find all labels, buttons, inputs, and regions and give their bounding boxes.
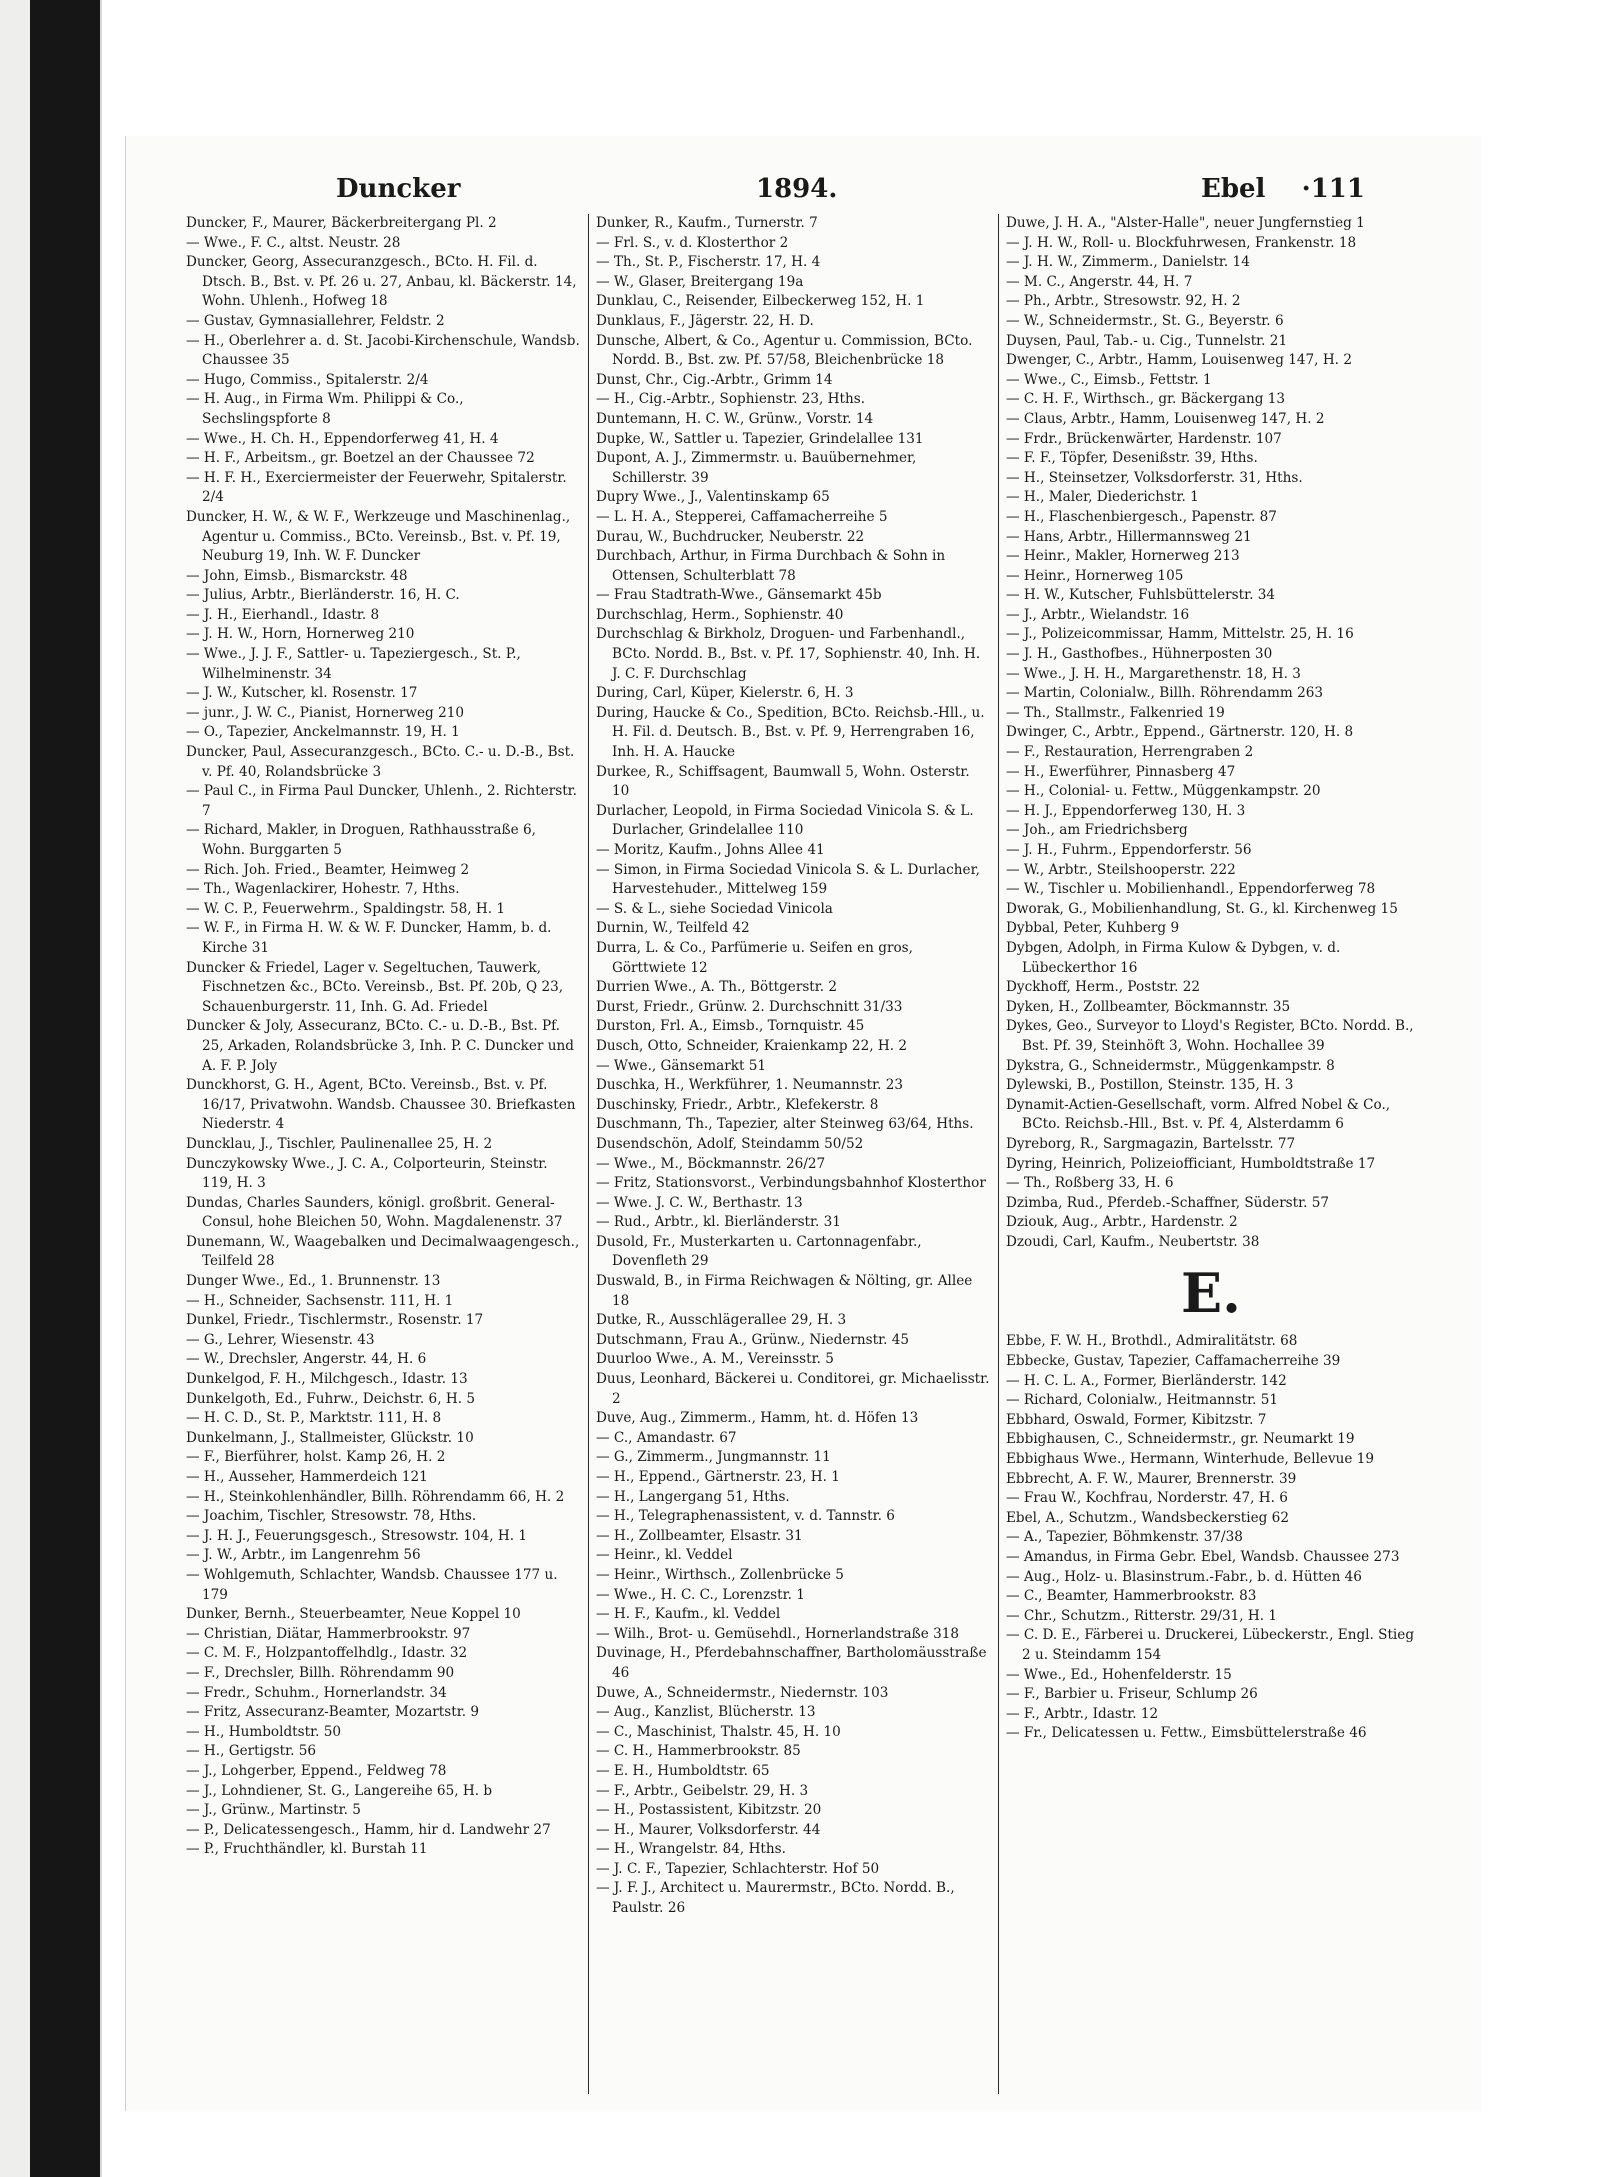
directory-entry: Durchschlag, Herm., Sophienstr. 40 xyxy=(596,606,844,623)
directory-entry: — Heinr., Wirthsch., Zollenbrücke 5 xyxy=(596,1566,844,1583)
directory-entry: Duve, Aug., Zimmerm., Hamm, ht. d. Höfen 13 xyxy=(596,1410,919,1427)
directory-entry: — H., Ewerführer, Pinnasberg 47 xyxy=(1006,763,1236,780)
directory-entry: — H., Eppend., Gärtnerstr. 23, H. 1 xyxy=(596,1469,840,1485)
directory-entry: — M. C., Angerstr. 44, H. 7 xyxy=(1006,273,1193,290)
directory-entry: Dybgen, Adolph, in Firma Kulow & Dybgen, v. d. Lübeckerthor 16 xyxy=(1006,939,1341,976)
directory-entry: — Gustav, Gymnasiallehrer, Feldstr. 2 xyxy=(186,312,445,329)
directory-entry: — P., Fruchthändler, kl. Burstah 11 xyxy=(186,1841,428,1858)
directory-entry: — Wwe., F. C., altst. Neustr. 28 xyxy=(186,234,401,251)
directory-entry: Durnin, W., Teilfeld 42 xyxy=(596,920,750,937)
directory-entry: Dybbal, Peter, Kuhberg 9 xyxy=(1006,920,1180,937)
directory-entry: — H. Aug., in Firma Wm. Philippi & Co., Sechslingspforte 8 xyxy=(186,391,464,427)
directory-entry: Durkee, R., Schiffsagent, Baumwall 5, Wohn. Osterstr. 10 xyxy=(596,763,970,800)
directory-entry: — Wwe., J. J. F., Sattler- u. Tapeziergesch., St. P., Wilhelminenstr. 34 xyxy=(186,646,521,682)
directory-entry: — W. C. P., Feuerwehrm., Spaldingstr. 58, H. 1 xyxy=(186,900,506,917)
directory-entry: — J., Grünw., Martinstr. 5 xyxy=(186,1802,361,1819)
directory-entry: — Simon, in Firma Sociedad Vinicola S. & L. Durlacher, Harvestehuder., Mittelweg 159 xyxy=(596,861,980,898)
directory-entry: Dunklaus, F., Jägerstr. 22, H. D. xyxy=(596,312,814,329)
directory-entry: — J. F. J., Architect u. Maurermstr., BCto. Nordd. B., Paulstr. 26 xyxy=(596,1880,955,1917)
directory-entry: — F., Bierführer, holst. Kamp 26, H. 2 xyxy=(186,1449,446,1466)
directory-entry: — J. W., Kutscher, kl. Rosenstr. 17 xyxy=(186,685,418,702)
directory-entry: — Hugo, Commiss., Spitalerstr. 2/4 xyxy=(186,371,429,388)
directory-entry: Dyken, H., Zollbeamter, Böckmannstr. 35 xyxy=(1006,998,1291,1015)
directory-entry: — Frau W., Kochfrau, Norderstr. 47, H. 6 xyxy=(1006,1490,1288,1507)
directory-entry: — J. W., Arbtr., im Langenrehm 56 xyxy=(186,1547,421,1564)
directory-entry: Durlacher, Leopold, in Firma Sociedad Vinicola S. & L. Durlacher, Grindelallee 110 xyxy=(596,802,974,839)
directory-entry: — Paul C., in Firma Paul Duncker, Uhlenh., 2. Richterstr. 7 xyxy=(186,783,577,819)
directory-entry: Dunkelmann, J., Stallmeister, Glückstr. 10 xyxy=(186,1429,474,1446)
directory-entry: Dunker, Bernh., Steuerbeamter, Neue Koppel 10 xyxy=(186,1606,521,1623)
directory-entry: — H., Colonial- u. Fettw., Müggenkampstr. 20 xyxy=(1006,783,1321,800)
directory-entry: — W. F., in Firma H. W. & W. F. Duncker, Hamm, b. d. Kirche 31 xyxy=(186,920,552,956)
page-number: 111 xyxy=(1310,174,1365,204)
directory-entry: — Richard, Colonialw., Heitmannstr. 51 xyxy=(1006,1392,1279,1409)
directory-entry: Dykstra, G., Schneidermstr., Müggenkampstr. 8 xyxy=(1006,1057,1335,1074)
directory-entry: Dunczykowsky Wwe., J. C. A., Colporteurin, Steinstr. 119, H. 3 xyxy=(186,1155,548,1192)
directory-entry: — H. C. D., St. P., Marktstr. 111, H. 8 xyxy=(186,1410,442,1427)
directory-entry: Duswald, B., in Firma Reichwagen & Nölting, gr. Allee 18 xyxy=(596,1273,973,1309)
directory-entry: — Wwe., H. Ch. H., Eppendorferweg 41, H. 4 xyxy=(186,430,499,447)
directory-entry: — E. H., Humboldtstr. 65 xyxy=(596,1762,770,1779)
header-left-keyword: Duncker xyxy=(336,174,461,204)
directory-entry: — Wwe., M., Böckmannstr. 26/27 xyxy=(596,1155,826,1172)
directory-entry: — W., Tischler u. Mobilienhandl., Eppendorferweg 78 xyxy=(1006,881,1376,898)
directory-entry: Dyring, Heinrich, Polizeiofficiant, Humboldtstraße 17 xyxy=(1006,1155,1376,1172)
directory-entry: Dupry Wwe., J., Valentinskamp 65 xyxy=(596,489,830,506)
directory-entry: — Richard, Makler, in Droguen, Rathhausstraße 6, Wohn. Burggarten 5 xyxy=(186,822,536,858)
directory-entry: Dunsche, Albert, & Co., Agentur u. Commission, BCto. Nordd. B., Bst. zw. Pf. 57/58, Bleichenbrücke 18 xyxy=(596,332,973,369)
directory-entry: Dupke, W., Sattler u. Tapezier, Grindelallee 131 xyxy=(596,430,924,447)
directory-entry: — J. H., Gasthofbes., Hühnerposten 30 xyxy=(1006,646,1273,663)
directory-entry: — Heinr., Hornerweg 105 xyxy=(1006,567,1184,584)
directory-entry: — Christian, Diätar, Hammerbrookstr. 97 xyxy=(186,1625,471,1642)
directory-entry: — O., Tapezier, Anckelmannstr. 19, H. 1 xyxy=(186,724,460,741)
directory-entry: — C. H. F., Wirthsch., gr. Bäckergang 13 xyxy=(1006,391,1286,408)
directory-entry: — W., Schneidermstr., St. G., Beyerstr. 6 xyxy=(1006,312,1284,329)
directory-entry: Dupont, A. J., Zimmermstr. u. Bauübernehmer, Schillerstr. 39 xyxy=(596,450,917,486)
directory-entry: — Th., St. P., Fischerstr. 17, H. 4 xyxy=(596,254,821,271)
directory-entry: — H. F. H., Exerciermeister der Feuerwehr, Spitalerstr. 2/4 xyxy=(186,469,567,506)
directory-entry: Ebbecke, Gustav, Tapezier, Caffamacherreihe 39 xyxy=(1006,1353,1341,1370)
directory-entry: — Heinr., Makler, Hornerweg 213 xyxy=(1006,548,1240,565)
directory-entry: Dunker, R., Kaufm., Turnerstr. 7 xyxy=(596,215,818,231)
directory-entry: Dusold, Fr., Musterkarten u. Cartonnagenfabr., Dovenfleth 29 xyxy=(596,1233,922,1270)
directory-entry: — P., Delicatessengesch., Hamm, hir d. Landwehr 27 xyxy=(186,1821,551,1838)
directory-entry: During, Haucke & Co., Spedition, BCto. Reichsb.-Hll., u. H. Fil. d. Deutsch. B., Bst. v. Pf. 9, Herrengraben 16, Inh. H. A. Haucke xyxy=(596,704,985,761)
column-divider xyxy=(998,214,999,2094)
directory-entry: — Claus, Arbtr., Hamm, Louisenweg 147, H. 2 xyxy=(1006,410,1325,427)
directory-entry: — Moritz, Kaufm., Johns Allee 41 xyxy=(596,842,825,858)
directory-page xyxy=(125,136,1481,2111)
directory-entry: Dusch, Otto, Schneider, Kraienkamp 22, H. 2 xyxy=(596,1037,908,1054)
directory-entry: — J. H., Fuhrm., Eppendorferstr. 56 xyxy=(1006,842,1252,858)
directory-entry: — C. H., Hammerbrookstr. 85 xyxy=(596,1743,801,1760)
directory-entry: — H. C. L. A., Former, Bierländerstr. 142 xyxy=(1006,1372,1287,1389)
directory-entry: — Frau Stadtrath-Wwe., Gänsemarkt 45b xyxy=(596,587,882,604)
directory-entry: — C., Beamter, Hammerbrookstr. 83 xyxy=(1006,1588,1257,1605)
directory-entry: Dundas, Charles Saunders, königl. großbrit. General-Consul, hohe Bleichen 50, Wohn. Magdalenenstr. 37 xyxy=(186,1194,563,1231)
column-1 xyxy=(186,214,581,2094)
directory-entry: Dunger Wwe., Ed., 1. Brunnenstr. 13 xyxy=(186,1273,441,1290)
directory-entry: — L. H. A., Stepperei, Caffamacherreihe 5 xyxy=(596,508,888,525)
directory-entry: — J. H. W., Zimmerm., Danielstr. 14 xyxy=(1006,254,1250,271)
directory-entry: — Joh., am Friedrichsberg xyxy=(1006,822,1188,839)
directory-entry: Duncklau, J., Tischler, Paulinenallee 25, H. 2 xyxy=(186,1135,493,1152)
directory-entry: — F., Barbier u. Friseur, Schlump 26 xyxy=(1006,1686,1258,1703)
directory-entry: Duncker, Paul, Assecuranzgesch., BCto. C.- u. D.-B., Bst. v. Pf. 40, Rolandsbrücke 3 xyxy=(186,744,575,780)
directory-entry: Durst, Friedr., Grünw. 2. Durchschnitt 31/33 xyxy=(596,998,903,1015)
directory-entry: Dylewski, B., Postillon, Steinstr. 135, H. 3 xyxy=(1006,1077,1294,1094)
directory-entry: Duncker, H. W., & W. F., Werkzeuge und Maschinenlag., Agentur u. Commiss., BCto. Vereinsb., Bst. v. Pf. 19, Neuburg 19, Inh. W. F. Duncker xyxy=(186,508,571,565)
directory-entry: Dunkelgoth, Ed., Fuhrw., Deichstr. 6, H. 5 xyxy=(186,1390,475,1407)
directory-entry: — Fritz, Stationsvorst., Verbindungsbahnhof Klosterthor xyxy=(596,1175,986,1192)
column-3-entries-e xyxy=(1006,1332,1416,1743)
directory-entry: — Rich. Joh. Fried., Beamter, Heimweg 2 xyxy=(186,861,470,878)
directory-entry: — H., Telegraphenassistent, v. d. Tannstr. 6 xyxy=(596,1508,895,1525)
directory-entry: — F. F., Töpfer, Desenißstr. 39, Hths. xyxy=(1006,450,1258,467)
page-header xyxy=(126,174,1481,214)
directory-entry: — H. F., Kaufm., kl. Veddel xyxy=(596,1606,781,1623)
header-right-word: Ebel xyxy=(1201,174,1266,204)
left-page-edge xyxy=(0,0,102,2177)
directory-entry: — J. H. W., Roll- u. Blockfuhrwesen, Frankenstr. 18 xyxy=(1006,234,1357,251)
directory-entry: — F., Restauration, Herrengraben 2 xyxy=(1006,744,1254,761)
directory-entry: Durau, W., Buchdrucker, Neuberstr. 22 xyxy=(596,528,865,545)
directory-entry: Dworak, G., Mobilienhandlung, St. G., kl. Kirchenweg 15 xyxy=(1006,900,1398,917)
directory-entry: — Hans, Arbtr., Hillermannsweg 21 xyxy=(1006,528,1252,545)
directory-entry: Duschinsky, Friedr., Arbtr., Klefekerstr. 8 xyxy=(596,1096,879,1113)
directory-entry: — G., Lehrer, Wiesenstr. 43 xyxy=(186,1331,375,1348)
directory-entry: — Th., Roßberg 33, H. 6 xyxy=(1006,1175,1174,1192)
directory-entry: — H., Steinkohlenhändler, Billh. Röhrendamm 66, H. 2 xyxy=(186,1488,565,1505)
directory-entry: — J., Lohgerber, Eppend., Feldweg 78 xyxy=(186,1762,447,1779)
directory-entry: Dzimba, Rud., Pferdeb.-Schaffner, Süderstr. 57 xyxy=(1006,1194,1330,1211)
directory-entry: Duwe, J. H. A., "Alster-Halle", neuer Jungfernstieg 1 xyxy=(1006,215,1365,231)
directory-entry: — Heinr., kl. Veddel xyxy=(596,1547,733,1564)
directory-entry: — C. M. F., Holzpantoffelhdlg., Idastr. 32 xyxy=(186,1645,468,1662)
column-3-entries-d xyxy=(1006,214,1416,1252)
header-right-keyword: Ebel ·111 xyxy=(1201,174,1365,204)
directory-entry: — Wilh., Brot- u. Gemüsehdl., Hornerlandstraße 318 xyxy=(596,1625,960,1642)
directory-entry: Durchbach, Arthur, in Firma Durchbach & Sohn in Ottensen, Schulterblatt 78 xyxy=(596,548,946,584)
directory-entry: — H., Maurer, Volksdorferstr. 44 xyxy=(596,1821,821,1838)
directory-entry: Duurloo Wwe., A. M., Vereinsstr. 5 xyxy=(596,1351,834,1368)
directory-entry: — Rud., Arbtr., kl. Bierländerstr. 31 xyxy=(596,1214,841,1231)
directory-entry: Dzoudi, Carl, Kaufm., Neubertstr. 38 xyxy=(1006,1233,1260,1250)
directory-entry: — J., Arbtr., Wielandstr. 16 xyxy=(1006,606,1190,623)
directory-entry: Dusendschön, Adolf, Steindamm 50/52 xyxy=(596,1135,864,1152)
directory-entry: Dunkelgod, F. H., Milchgesch., Idastr. 13 xyxy=(186,1371,468,1388)
column-2 xyxy=(596,214,991,2094)
directory-entry: — J., Lohndiener, St. G., Langereihe 65, H. b xyxy=(186,1782,493,1799)
directory-entry: — Chr., Schutzm., Ritterstr. 29/31, H. 1 xyxy=(1006,1607,1278,1624)
directory-entry: Duncker & Joly, Assecuranz, BCto. C.- u. D.-B., Bst. Pf. 25, Arkaden, Rolandsbrücke 3, Inh. P. C. Duncker und A. F. P. Joly xyxy=(186,1018,574,1074)
directory-entry: Ebbighausen, C., Schneidermstr., gr. Neumarkt 19 xyxy=(1006,1431,1355,1448)
directory-entry: — Julius, Arbtr., Bierländerstr. 16, H. C. xyxy=(186,587,460,604)
directory-entry: Dwinger, C., Arbtr., Eppend., Gärtnerstr. 120, H. 8 xyxy=(1006,724,1354,741)
column-divider xyxy=(588,214,589,2094)
directory-entry: Ebel, A., Schutzm., Wandsbeckerstieg 62 xyxy=(1006,1509,1289,1526)
directory-entry: — C., Maschinist, Thalstr. 45, H. 10 xyxy=(596,1723,841,1740)
directory-entry: — H., Wrangelstr. 84, Hths. xyxy=(596,1841,786,1858)
directory-entry: Durra, L. & Co., Parfümerie u. Seifen en gros, Görttwiete 12 xyxy=(596,939,913,976)
directory-entry: Dynamit-Actien-Gesellschaft, vorm. Alfred Nobel & Co., BCto. Reichsb.-Hll., Bst. v. Pf. 4, Alsterdamm 6 xyxy=(1006,1096,1391,1133)
directory-entry: — H., Maler, Diederichstr. 1 xyxy=(1006,489,1199,506)
directory-entry: — Wwe., J. H. H., Margarethenstr. 18, H. 3 xyxy=(1006,665,1301,682)
directory-entry: Durrien Wwe., A. Th., Böttgerstr. 2 xyxy=(596,979,838,996)
directory-entry: — John, Eimsb., Bismarckstr. 48 xyxy=(186,567,408,584)
directory-entry: — H., Flaschenbiergesch., Papenstr. 87 xyxy=(1006,508,1277,525)
directory-entry: — J. C. F., Tapezier, Schlachterstr. Hof 50 xyxy=(596,1860,880,1877)
directory-entry: Duschmann, Th., Tapezier, alter Steinweg 63/64, Hths. xyxy=(596,1116,974,1133)
directory-entry: Duus, Leonhard, Bäckerei u. Conditorei, gr. Michaelisstr. 2 xyxy=(596,1371,990,1407)
directory-entry: Durchschlag & Birkholz, Droguen- und Farbenhandl., BCto. Nordd. B., Bst. v. Pf. 17, Sophienstr. 40, Inh. H. J. C. F. Durchschlag xyxy=(596,626,981,682)
directory-entry: — C., Amandastr. 67 xyxy=(596,1429,737,1446)
directory-entry: — F., Drechsler, Billh. Röhrendamm 90 xyxy=(186,1664,455,1681)
directory-entry: Dunckhorst, G. H., Agent, BCto. Vereinsb., Bst. v. Pf. 16/17, Privatwohn. Wandsb. Chaussee 30. Briefkasten Niederstr. 4 xyxy=(186,1077,576,1133)
directory-entry: — J. H., Eierhandl., Idastr. 8 xyxy=(186,606,380,623)
directory-entry: — G., Zimmerm., Jungmannstr. 11 xyxy=(596,1449,831,1466)
directory-entry: Duschka, H., Werkführer, 1. Neumannstr. 23 xyxy=(596,1077,904,1094)
directory-entry: Dunkel, Friedr., Tischlermstr., Rosenstr. 17 xyxy=(186,1312,484,1329)
directory-entry: — H. J., Eppendorferweg 130, H. 3 xyxy=(1006,802,1246,819)
directory-entry: — Th., Wagenlackirer, Hohestr. 7, Hths. xyxy=(186,881,460,898)
directory-entry: Dutke, R., Ausschlägerallee 29, H. 3 xyxy=(596,1312,847,1329)
directory-entry: — H., Postassistent, Kibitzstr. 20 xyxy=(596,1802,822,1819)
directory-entry: Dwenger, C., Arbtr., Hamm, Louisenweg 147, H. 2 xyxy=(1006,352,1352,369)
directory-entry: Dziouk, Aug., Arbtr., Hardenstr. 2 xyxy=(1006,1214,1238,1231)
directory-entry: Ebbhard, Oswald, Former, Kibitzstr. 7 xyxy=(1006,1411,1267,1428)
directory-entry: Dunklau, C., Reisender, Eilbeckerweg 152, H. 1 xyxy=(596,293,925,310)
directory-entry: — H., Oberlehrer a. d. St. Jacobi-Kirchenschule, Wandsb. Chaussee 35 xyxy=(186,332,580,369)
directory-entry: — Aug., Kanzlist, Blücherstr. 13 xyxy=(596,1704,816,1721)
directory-entry: — Fr., Delicatessen u. Fettw., Eimsbüttelerstraße 46 xyxy=(1006,1725,1367,1742)
directory-entry: Duncker, Georg, Assecuranzgesch., BCto. H. Fil. d. Dtsch. B., Bst. v. Pf. 26 u. 27, Anbau, kl. Bäckerstr. 14, Wohn. Uhlenh., Hofweg 18 xyxy=(186,254,577,310)
directory-entry: Duwe, A., Schneidermstr., Niedernstr. 103 xyxy=(596,1684,889,1701)
directory-entry: — Ph., Arbtr., Stresowstr. 92, H. 2 xyxy=(1006,293,1241,310)
directory-entry: — Fredr., Schuhm., Hornerlandstr. 34 xyxy=(186,1684,447,1701)
directory-entry: — Th., Stallmstr., Falkenried 19 xyxy=(1006,704,1225,721)
directory-entry: Dykes, Geo., Surveyor to Lloyd's Register, BCto. Nordd. B., Bst. Pf. 39, Steinhöft 3, Wohn. Hochallee 39 xyxy=(1006,1018,1414,1054)
directory-entry: — H., Langergang 51, Hths. xyxy=(596,1488,790,1505)
directory-entry: During, Carl, Küper, Kielerstr. 6, H. 3 xyxy=(596,685,854,702)
section-letter-e: E. xyxy=(1181,1261,1241,1326)
directory-entry: — S. & L., siehe Sociedad Vinicola xyxy=(596,900,833,917)
directory-entry: Dunst, Chr., Cig.-Arbtr., Grimm 14 xyxy=(596,371,833,388)
directory-entry: — H. F., Arbeitsm., gr. Boetzel an der Chaussee 72 xyxy=(186,450,535,467)
directory-entry: — Wwe., Ed., Hohenfelderstr. 15 xyxy=(1006,1666,1232,1683)
directory-entry: — W., Drechsler, Angerstr. 44, H. 6 xyxy=(186,1351,427,1368)
directory-entry: — Wwe. J. C. W., Berthastr. 13 xyxy=(596,1194,803,1211)
directory-entry: — F., Arbtr., Idastr. 12 xyxy=(1006,1705,1159,1722)
directory-entry: — H., Ausseher, Hammerdeich 121 xyxy=(186,1469,428,1485)
directory-entry: — Frdr., Brückenwärter, Hardenstr. 107 xyxy=(1006,430,1282,447)
directory-entry: Duvinage, H., Pferdebahnschaffner, Bartholomäusstraße 46 xyxy=(596,1645,987,1681)
directory-entry: — J., Polizeicommissar, Hamm, Mittelstr. 25, H. 16 xyxy=(1006,626,1354,643)
directory-entry: — H., Zollbeamter, Elsastr. 31 xyxy=(596,1527,803,1544)
header-year: 1894. xyxy=(756,174,838,204)
directory-entry: Dyckhoff, Herm., Poststr. 22 xyxy=(1006,979,1201,996)
directory-entry: Durston, Frl. A., Eimsb., Tornquistr. 45 xyxy=(596,1018,865,1035)
directory-entry: — Joachim, Tischler, Stresowstr. 78, Hths. xyxy=(186,1508,477,1525)
directory-entry: Ebbrecht, A. F. W., Maurer, Brennerstr. 39 xyxy=(1006,1470,1297,1487)
directory-entry: — Martin, Colonialw., Billh. Röhrendamm 263 xyxy=(1006,685,1324,702)
directory-entry: — Aug., Holz- u. Blasinstrum.-Fabr., b. d. Hütten 46 xyxy=(1006,1568,1362,1585)
directory-entry: — junr., J. W. C., Pianist, Hornerweg 210 xyxy=(186,704,465,721)
directory-entry: — Wwe., C., Eimsb., Fettstr. 1 xyxy=(1006,371,1212,388)
directory-entry: — H., Steinsetzer, Volksdorferstr. 31, Hths. xyxy=(1006,469,1303,486)
directory-entry: — J. H. W., Horn, Hornerweg 210 xyxy=(186,626,415,643)
directory-entry: — Wwe., H. C. C., Lorenzstr. 1 xyxy=(596,1586,805,1603)
directory-entry: — Fritz, Assecuranz-Beamter, Mozartstr. 9 xyxy=(186,1704,480,1721)
directory-entry: — Wohlgemuth, Schlachter, Wandsb. Chaussee 177 u. 179 xyxy=(186,1566,558,1603)
directory-entry: — H., Humboldtstr. 50 xyxy=(186,1723,342,1740)
directory-entry: — H., Gertigstr. 56 xyxy=(186,1743,317,1760)
column-3 xyxy=(1006,214,1416,2094)
directory-entry: — W., Glaser, Breitergang 19a xyxy=(596,273,804,290)
directory-entry: — J. H. J., Feuerungsgesch., Stresowstr. 104, H. 1 xyxy=(186,1527,528,1544)
directory-entry: Dunemann, W., Waagebalken und Decimalwaagengesch., Teilfeld 28 xyxy=(186,1233,580,1270)
directory-entry: Dyreborg, R., Sargmagazin, Bartelsstr. 77 xyxy=(1006,1135,1296,1152)
directory-entry: Duncker & Friedel, Lager v. Segeltuchen, Tauwerk, Fischnetzen &c., BCto. Vereinsb., Bst. Pf. 20b, Q 23, Schauenburgerstr. 11, Inh. G. Ad. Friedel xyxy=(186,959,564,1015)
directory-entry: Duntemann, H. C. W., Grünw., Vorstr. 14 xyxy=(596,410,874,427)
directory-entry: — Frl. S., v. d. Klosterthor 2 xyxy=(596,234,789,251)
directory-entry: — H., Schneider, Sachsenstr. 111, H. 1 xyxy=(186,1292,454,1309)
directory-entry: — W., Arbtr., Steilshooperstr. 222 xyxy=(1006,861,1236,878)
directory-entry: — C. D. E., Färberei u. Druckerei, Lübeckerstr., Engl. Stieg 2 u. Steindamm 154 xyxy=(1006,1627,1415,1663)
directory-entry: Dutschmann, Frau A., Grünw., Niedernstr. 45 xyxy=(596,1331,910,1348)
directory-entry: — F., Arbtr., Geibelstr. 29, H. 3 xyxy=(596,1782,809,1799)
directory-entry: Ebbe, F. W. H., Brothdl., Admiralitätstr. 68 xyxy=(1006,1333,1298,1350)
directory-entry: — Amandus, in Firma Gebr. Ebel, Wandsb. Chaussee 273 xyxy=(1006,1549,1400,1565)
directory-entry: Duysen, Paul, Tab.- u. Cig., Tunnelstr. 21 xyxy=(1006,332,1288,349)
directory-entry: — H., Cig.-Arbtr., Sophienstr. 23, Hths. xyxy=(596,391,866,408)
directory-entry: Ebbighaus Wwe., Hermann, Winterhude, Bellevue 19 xyxy=(1006,1451,1375,1468)
directory-entry: Duncker, F., Maurer, Bäckerbreitergang Pl. 2 xyxy=(186,215,497,231)
directory-entry: — Wwe., Gänsemarkt 51 xyxy=(596,1057,767,1074)
directory-entry: — A., Tapezier, Böhmkenstr. 37/38 xyxy=(1006,1529,1243,1546)
directory-entry: — H. W., Kutscher, Fuhlsbüttelerstr. 34 xyxy=(1006,587,1276,604)
